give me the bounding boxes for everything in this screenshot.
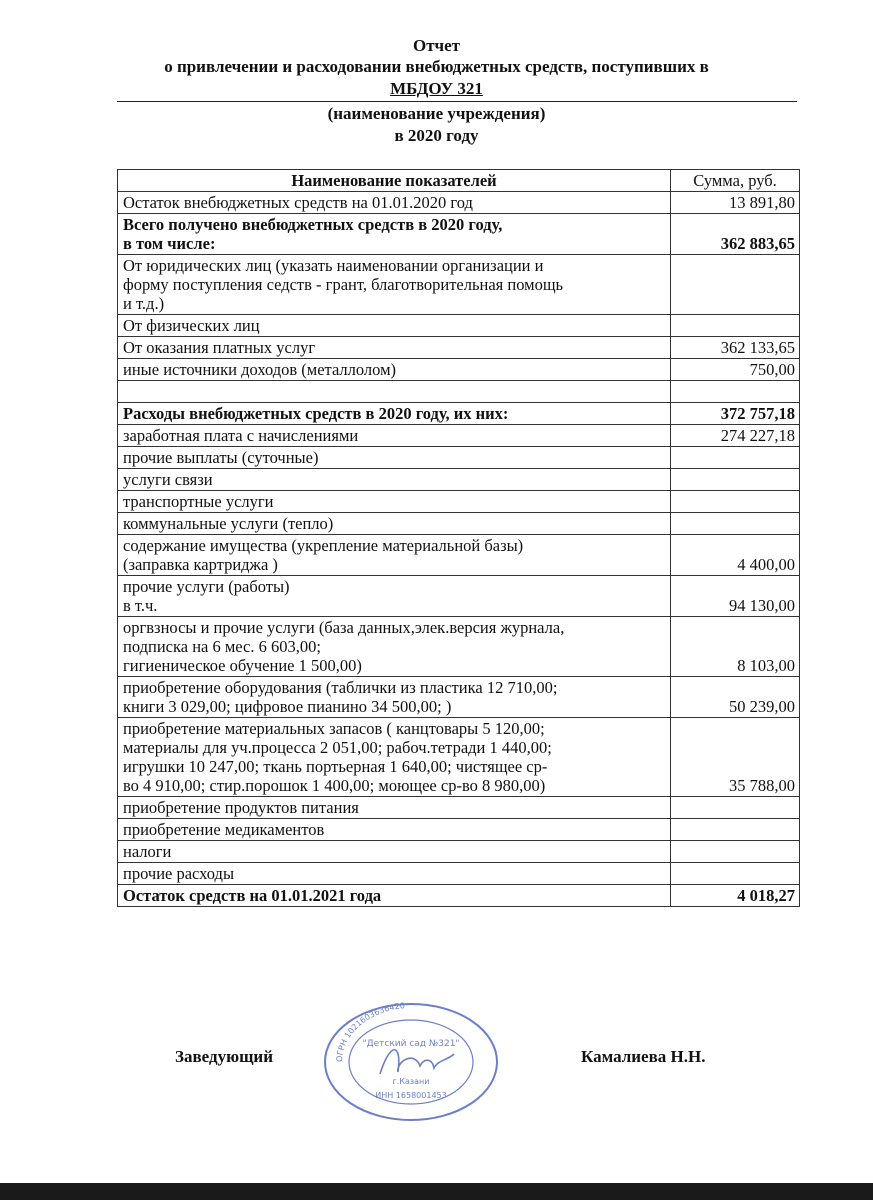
row-label-line: гигиеническое обучение 1 500,00): [123, 656, 362, 675]
signatory-name: Камалиева Н.Н.: [581, 1047, 706, 1066]
row-sum: 50 239,00: [671, 677, 800, 718]
row-label: [118, 718, 671, 797]
row-label-line: и т.д.): [123, 294, 165, 313]
row-sum: 4 400,00: [671, 535, 800, 576]
row-label: [118, 447, 671, 469]
row-label-line: (заправка картриджа ): [123, 555, 278, 574]
stamp-outer-ring: [325, 1004, 497, 1120]
stamp-inn-text: ИНН 1658001453: [375, 1091, 447, 1100]
table-row: [118, 718, 800, 797]
table-body: [118, 192, 800, 907]
row-label-line: От оказания платных услуг: [123, 338, 316, 357]
signatory-position: Заведующий: [175, 1047, 274, 1066]
row-label-line: в том числе:: [123, 234, 216, 253]
row-sum: 35 788,00: [671, 718, 800, 797]
row-label: [118, 491, 671, 513]
row-label-line: в т.ч.: [123, 596, 158, 615]
row-label-line: оргвзносы и прочие услуги (база данных,элек.версия журнала,: [123, 618, 565, 637]
row-label: [118, 469, 671, 491]
table-row: [118, 617, 800, 677]
table-row: [118, 214, 800, 255]
row-label: [118, 359, 671, 381]
row-sum: [671, 469, 800, 491]
row-sum: 4 018,27: [671, 885, 800, 907]
table-row: [118, 315, 800, 337]
official-stamp: [320, 1002, 502, 1122]
row-sum: [671, 797, 800, 819]
row-sum: [671, 513, 800, 535]
row-label: [118, 513, 671, 535]
row-sum: [671, 447, 800, 469]
row-sum: [671, 315, 800, 337]
row-sum: [671, 491, 800, 513]
row-label: [118, 797, 671, 819]
row-label: [118, 617, 671, 677]
row-label-line: налоги: [123, 842, 172, 861]
row-sum: 362 133,65: [671, 337, 800, 359]
row-label: [118, 337, 671, 359]
table-row: [118, 491, 800, 513]
table-row: [118, 381, 800, 403]
institution-name: МБДОУ 321: [390, 79, 483, 98]
report-year: в 2020 году: [394, 126, 479, 145]
row-label-line: коммунальные услуги (тепло): [123, 514, 334, 533]
table-row: [118, 359, 800, 381]
table-row: [118, 513, 800, 535]
row-label: [118, 819, 671, 841]
row-label-line: приобретение материальных запасов ( канцтовары 5 120,00;: [123, 719, 545, 738]
row-label-line: приобретение медикаментов: [123, 820, 325, 839]
row-sum: 274 227,18: [671, 425, 800, 447]
row-label: [118, 841, 671, 863]
stamp-city-text: г.Казани: [392, 1077, 430, 1086]
row-label-line: содержание имущества (укрепление материальной базы): [123, 536, 524, 555]
row-sum: 8 103,00: [671, 617, 800, 677]
row-label: [118, 403, 671, 425]
scan-bottom-edge: [0, 1183, 873, 1200]
row-label-line: приобретение продуктов питания: [123, 798, 359, 817]
row-label-line: иные источники доходов (металлолом): [123, 360, 397, 379]
column-header-sum: Сумма, руб.: [671, 170, 800, 192]
table-row: [118, 885, 800, 907]
row-label-line: материалы для уч.процесса 2 051,00; рабоч.тетради 1 440,00;: [123, 738, 552, 757]
row-label: [118, 425, 671, 447]
row-label-line: Остаток внебюджетных средств на 01.01.2020 год: [123, 193, 473, 212]
table-row: [118, 535, 800, 576]
row-label-line: приобретение оборудования (таблички из пластика 12 710,00;: [123, 678, 558, 697]
report-table: [117, 169, 800, 907]
row-sum: 94 130,00: [671, 576, 800, 617]
row-sum: [671, 863, 800, 885]
table-row: [118, 576, 800, 617]
row-label-line: От юридических лиц (указать наименовании организации и: [123, 256, 544, 275]
row-sum: 750,00: [671, 359, 800, 381]
row-label-line: От физических лиц: [123, 316, 260, 335]
row-label: [118, 885, 671, 907]
row-label-line: прочие услуги (работы): [123, 577, 290, 596]
row-sum: 372 757,18: [671, 403, 800, 425]
row-label-line: подписка на 6 мес. 6 603,00;: [123, 637, 321, 656]
row-sum: [671, 255, 800, 315]
table-row: [118, 841, 800, 863]
table-row: [118, 819, 800, 841]
row-label-line: книги 3 029,00; цифровое пианино 34 500,00; ): [123, 697, 452, 716]
table-row: [118, 677, 800, 718]
row-label: [118, 214, 671, 255]
row-label-line: форму поступления седств - грант, благотворительная помощь: [123, 275, 564, 294]
table-row: [118, 192, 800, 214]
svg-text:ОГРН 1021603636420: [335, 1002, 405, 1062]
row-label-line: Всего получено внебюджетных средств в 2020 году,: [123, 215, 503, 234]
table-row: [118, 255, 800, 315]
stamp-center-text: "Детский сад №321": [362, 1039, 460, 1049]
row-label: [118, 192, 671, 214]
row-sum: 362 883,65: [671, 214, 800, 255]
row-sum: [671, 381, 800, 403]
column-header-name: Наименование показателей: [118, 170, 671, 192]
stamp-ogrn-text: ОГРН 1021603636420: [334, 1002, 406, 1063]
report-title: Отчет: [412, 36, 461, 55]
table-row: [118, 863, 800, 885]
row-sum: [671, 841, 800, 863]
row-sum: [671, 819, 800, 841]
table-row: [118, 425, 800, 447]
table-row: [118, 797, 800, 819]
row-label: [118, 315, 671, 337]
row-label-line: услуги связи: [123, 470, 213, 489]
report-subtitle: о привлечении и расходовании внебюджетных средств, поступивших в: [164, 57, 709, 76]
row-label: [118, 381, 671, 403]
row-label: [118, 255, 671, 315]
row-label: [118, 677, 671, 718]
institution-caption: (наименование учреждения): [327, 104, 546, 123]
row-label-line: транспортные услуги: [123, 492, 274, 511]
table-row: [118, 447, 800, 469]
row-label-line: прочие расходы: [123, 864, 235, 883]
row-label-line: Расходы внебюджетных средств в 2020 году, их них:: [123, 404, 509, 423]
row-label: [118, 863, 671, 885]
row-label: [118, 576, 671, 617]
row-sum: 13 891,80: [671, 192, 800, 214]
row-label-line: во 4 910,00; стир.порошок 1 400,00; моющее ср-во 8 980,00): [123, 776, 546, 795]
row-label-line: заработная плата с начислениями: [123, 426, 359, 445]
row-label-line: игрушки 10 247,00; ткань портьерная 1 640,00; чистящее ср-: [123, 757, 548, 776]
row-label: [118, 535, 671, 576]
table-row: [118, 403, 800, 425]
row-label-line: Остаток средств на 01.01.2021 года: [123, 886, 382, 905]
table-row: [118, 469, 800, 491]
row-label-line: прочие выплаты (суточные): [123, 448, 319, 467]
table-row: [118, 337, 800, 359]
handwritten-signature: [380, 1050, 454, 1074]
institution-underline: [117, 101, 797, 102]
table-header-row: [118, 170, 800, 192]
